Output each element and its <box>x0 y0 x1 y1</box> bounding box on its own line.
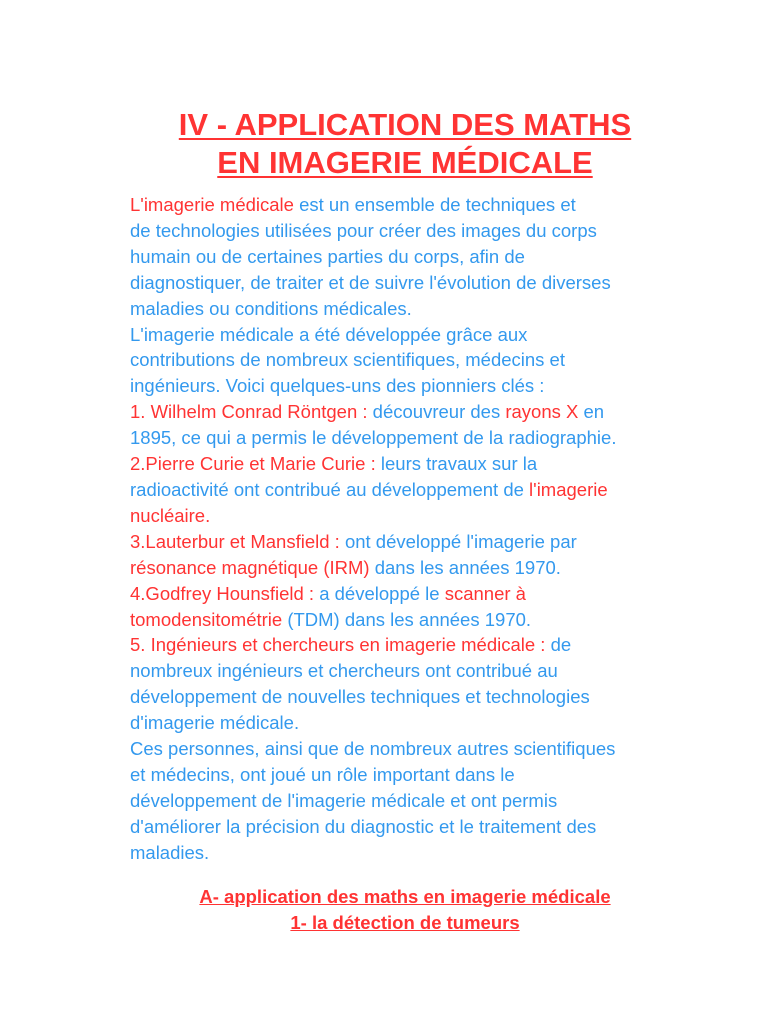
body-text-segment: ont développé l'imagerie par <box>344 530 577 552</box>
text-line <box>130 788 690 814</box>
text-line <box>130 347 690 373</box>
text-line <box>130 296 690 322</box>
body-text-segment: est un ensemble de techniques et <box>293 194 576 215</box>
body-text-segment: d'améliorer la précision du diagnostic et le traitement des <box>130 815 597 837</box>
text-line <box>130 840 690 866</box>
highlighted-text: tomodensitométrie <box>130 608 283 630</box>
highlighted-text: scanner à <box>444 582 526 604</box>
body-text-segment: découvreur des <box>372 401 506 423</box>
body-text-segment: ingénieurs. Voici quelques-uns des pionniers clés : <box>130 375 545 397</box>
text-line <box>130 270 690 296</box>
text-line <box>130 425 690 451</box>
text-line <box>130 555 690 581</box>
body-text-segment: humain ou de certaines parties du corps, afin de <box>130 245 525 267</box>
highlighted-text: 1. Wilhelm Conrad Röntgen : <box>130 401 373 423</box>
text-line <box>130 218 690 244</box>
highlighted-text: 2.Pierre Curie et Marie Curie : <box>130 453 381 475</box>
text-line <box>130 684 690 710</box>
text-line <box>130 814 690 840</box>
body-text-segment: dans les années 1970. <box>369 556 561 578</box>
highlighted-text: rayons X <box>505 401 579 423</box>
highlighted-text: 4.Godfrey Hounsfield : <box>130 582 320 604</box>
text-line <box>130 632 690 658</box>
body-text-segment: (TDM) dans les années 1970. <box>282 608 532 630</box>
text-line <box>130 503 690 529</box>
body-text-segment: d'imagerie médicale. <box>130 712 300 734</box>
body-text-segment: leurs travaux sur la <box>380 453 538 475</box>
highlighted-text: résonance magnétique (IRM) <box>130 556 370 578</box>
body-text-segment: de technologies utilisées pour créer des images du corps <box>130 219 597 241</box>
text-line <box>130 451 690 477</box>
section-heading-a: A- application des maths en imagerie médicale <box>199 886 611 907</box>
body-text-segment: développement de l'imagerie médicale et ont permis <box>130 789 558 811</box>
text-line <box>130 529 690 555</box>
text-line <box>130 192 690 218</box>
body-paragraphs <box>130 192 690 866</box>
body-text-segment: en <box>578 401 605 423</box>
body-text-segment: développement de nouvelles techniques et technologies <box>130 686 590 708</box>
title-line-1: IV - APPLICATION DES MATHS <box>178 107 632 142</box>
highlighted-text: l'imagerie <box>529 478 608 500</box>
body-text-segment: nombreux ingénieurs et chercheurs ont contribué au <box>130 660 558 682</box>
text-line <box>130 322 690 348</box>
text-line <box>130 244 690 270</box>
text-line <box>130 762 690 788</box>
body-text-segment: de <box>550 634 572 656</box>
body-text-segment: maladies. <box>130 841 210 863</box>
highlighted-text: 3.Lauterbur et Mansfield : <box>130 530 345 552</box>
body-text-segment: a développé le <box>319 582 445 604</box>
body-text-segment: 1895, ce qui a permis le développement de la radiographie. <box>130 427 617 449</box>
body-text-segment: radioactivité ont contribué au développement de <box>130 478 530 500</box>
body-text-segment: Ces personnes, ainsi que de nombreux autres scientifiques <box>130 738 616 760</box>
section-headings <box>120 884 690 936</box>
body-text-segment: diagnostiquer, de traiter et de suivre l'évolution de diverses <box>130 271 611 293</box>
highlighted-text: nucléaire. <box>130 504 211 526</box>
highlighted-text: L'imagerie médicale <box>130 194 294 215</box>
section-heading-1: 1- la détection de tumeurs <box>290 912 520 933</box>
text-line <box>130 736 690 762</box>
text-line <box>130 607 690 633</box>
page-title <box>120 106 690 182</box>
body-text-segment: maladies ou conditions médicales. <box>130 297 412 319</box>
text-line <box>130 581 690 607</box>
highlighted-text: 5. Ingénieurs et chercheurs en imagerie médicale : <box>130 634 551 656</box>
text-line <box>130 477 690 503</box>
text-line <box>130 373 690 399</box>
text-line <box>130 658 690 684</box>
title-line-2: EN IMAGERIE MÉDICALE <box>217 145 593 180</box>
text-line <box>130 399 690 425</box>
body-text-segment: contributions de nombreux scientifiques, médecins et <box>130 349 565 371</box>
body-text-segment: L'imagerie médicale a été développée grâce aux <box>130 323 528 345</box>
body-text-segment: et médecins, ont joué un rôle important dans le <box>130 763 515 785</box>
text-line <box>130 710 690 736</box>
